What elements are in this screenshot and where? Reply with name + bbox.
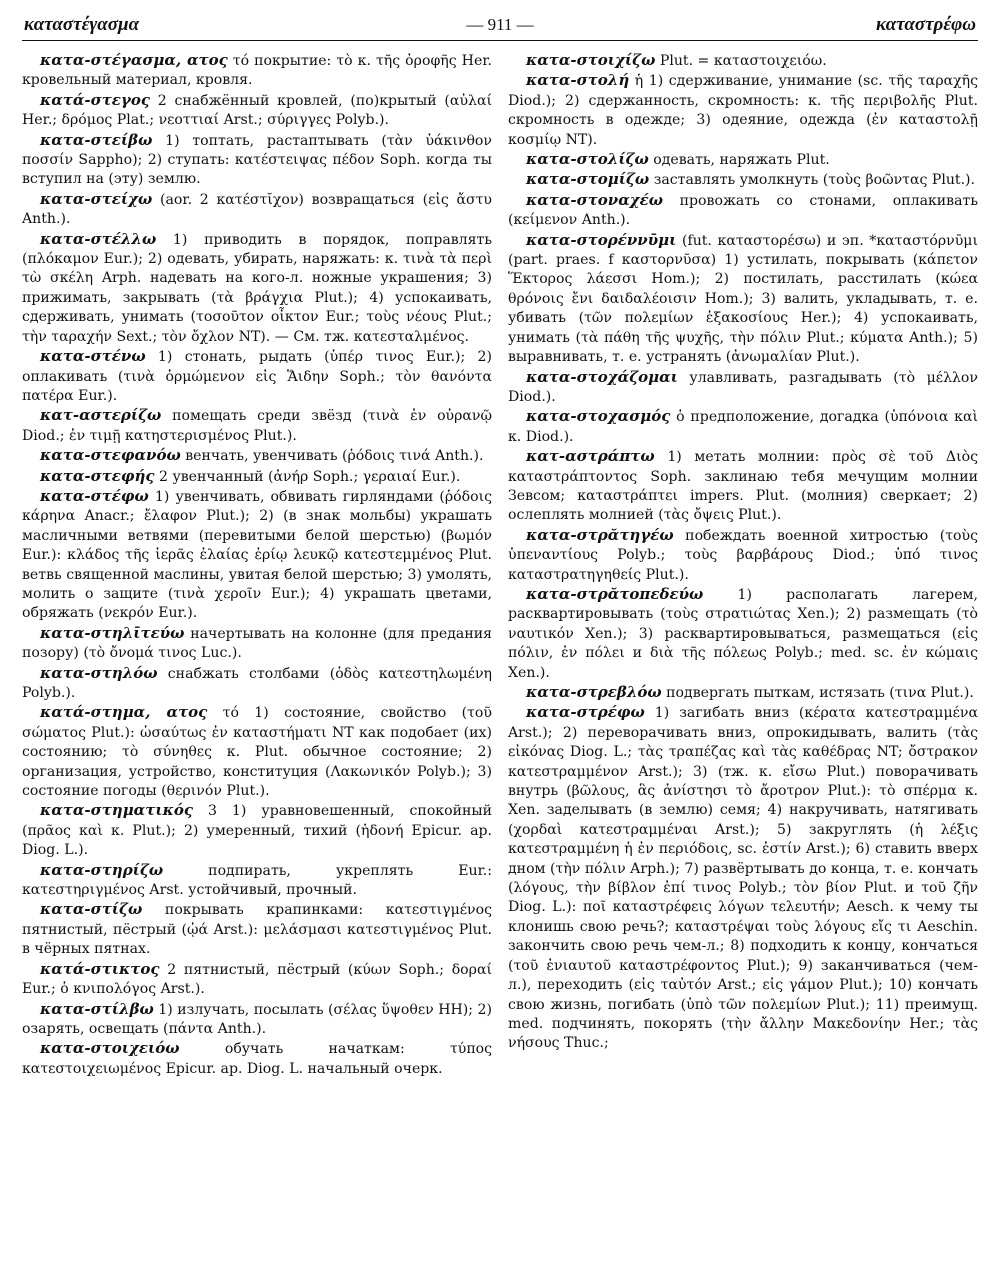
dictionary-entry (508, 447, 978, 526)
entry-headword: κατα-στοναχέω (526, 190, 664, 209)
entry-definition: заставлять умолкнуть (τοὺς βοῶντας Plut.). (649, 172, 976, 189)
header-right-guideword: καταστρέφω (875, 14, 976, 35)
dictionary-entry (22, 467, 492, 487)
page-columns (22, 51, 978, 1079)
entry-headword: κατα-στοιχειόω (40, 1039, 180, 1058)
entry-headword: κατα-στολίζω (526, 150, 649, 169)
entry-definition: τό покрытие: τὸ κ. τῆς ὀροφῆς Her. кровельный материал, кровля. (22, 53, 492, 89)
entry-headword: κατα-στοχάζομαι (526, 367, 678, 386)
entry-headword: κατ-αστράπτω (526, 447, 655, 466)
entry-definition: начертывать на колонне (для предания позору) (τὸ ὄνομά τινος Luc.). (22, 625, 492, 662)
entry-definition: 2 пятнистый, пёстрый (κύων Soph.; δοραί Eur.; ὁ κνιπολόγος Arst.). (22, 961, 492, 998)
dictionary-entry (22, 801, 492, 860)
dictionary-entry (22, 347, 492, 406)
dictionary-entry (22, 230, 492, 347)
right-column (508, 51, 978, 1079)
entry-headword: κατα-στρᾰτοπεδεύω (526, 584, 704, 603)
entry-definition: побеждать военной хитростью (τοὺς ὑπεναντίους Polyb.; τοὺς βαρβάρους Diod.; ὑπό τινος καταστρατηγηθείς Plut.). (508, 527, 978, 583)
dictionary-entry (508, 231, 978, 368)
entry-definition: 1) топтать, растаптывать (τὰν ὑάκινθον ποσσίν Sappho); 2) ступать: κατέστειψας πέδον Soph. когда ты вступил на (эту) землю. (22, 132, 492, 188)
entry-definition: венчать, увенчивать (ῥόδοις τινά Anth.). (180, 448, 484, 465)
entry-definition: 1) увенчивать, обвивать гирляндами (ῥόδοις κάρηνα Anacr.; ἔλαφον Plut.); 2) (в знак мольбы) украшать масличными ветвями (перевитыми белой шерстью) (βωμόν Eur.): κλάδος τῆς ἱερᾶς ἐλαίας ἐρίῳ λευκῷ κατεστεμμένος Plut. ветвь священной маслины, увитая белой шерстью; 3) умолять, молить о защите (τινὰ χεροῖν Eur.); 4) украшать цветами, обряжать (νεκρόν Eur.). (22, 488, 492, 622)
entry-definition: подпирать, укреплять Eur.: κατεστηριγμένος Arst. устойчивый, прочный. (22, 862, 492, 899)
entry-definition: 1) излучать, посылать (σέλας ὕψοθεν HH); 2) озарять, освещать (πάντα Anth.). (22, 1001, 492, 1037)
entry-definition: одевать, наряжать Plut. (648, 152, 830, 169)
entry-headword: κατα-στέλλω (40, 229, 157, 248)
dictionary-entry (22, 446, 492, 466)
dictionary-entry (22, 1039, 492, 1079)
entry-headword: κατα-στοιχίζω (526, 51, 656, 69)
dictionary-entry (22, 190, 492, 230)
page-number: — 911 — (466, 15, 534, 34)
dictionary-entry (508, 526, 978, 585)
dictionary-entry (22, 91, 492, 131)
entry-headword: κατα-στηματικός (40, 801, 193, 820)
entry-definition: помещать среди звёзд (τινὰ ἐν οὐρανῷ Diod.; ἐν τιμῇ κατηστερισμένος Plut.). (22, 408, 492, 444)
dictionary-entry (22, 664, 492, 704)
entry-definition: 1) загибать вниз (κέρατα κατεστραμμένα Arst.); 2) переворачивать вниз, опрокидывать, валить (τὰς εἰκόνας Diog. L.; τὰς τραπέζας καὶ τὰς καθέδρας NT; ὄστρακον κατεστραμμένον Arst.); 3) (тж. κ. εἴσω Plut.) поворачивать внутрь (βῶλους, ἃς ἀνίστησι τὸ ἄροτρον Plut.): τὸ σπέρμα κ. Xen. заделывать (в землю) семя; 4) накручивать, натягивать (χορδαὶ κατεστραμμέναι Arst.); 5) закруглять (ἡ λέξις κατεστραμμένη ἡ ἐν περιόδοις, sc. ἐστίν Arst.); 6) ставить вверх дном (τὴν πόλιν Arph.); 7) развёртывать до конца, т. е. кончать (λόγους, τὴν βίβλον ἐπί τινος Polyb.; τὸν βίον Plut. и τοῦ ζῆν Diog. L.): ποῖ καταστρέφεις λόγων τελευτήν; Aesch. к чему ты клонишь свою речь?; καταστρέψαι τοὺς λόγους εἴς τι Aeschin. закончить свою речь чем-л.; 8) подходить к концу, кончаться (τοῦ ἐνιαυτοῦ καταστρέφοντος Plut.); 9) заканчиваться (чем-л.), переходить (εἰς ταὐτόν Arst.; εἰς γάμον Plut.); 10) кончать свою жизнь, погибать (ὑπὸ τῶν πολεμίων Plut.); 11) преимущ. med. подчинять, покорять (τὴν ἄλλην Μακεδονίην Her.; τὰς νήσους Thuc.; (508, 705, 978, 1052)
dictionary-entry (22, 406, 492, 446)
entry-headword: κατα-στίζω (40, 900, 143, 919)
entry-definition: 2 увенчанный (ἀνήρ Soph.; γεραιαί Eur.). (154, 468, 461, 485)
entry-headword: κατά-στεγος (40, 90, 150, 109)
entry-headword: κατα-στεφής (40, 466, 155, 485)
entry-headword: κατα-στομίζω (526, 170, 650, 189)
dictionary-entry (22, 900, 492, 959)
dictionary-entry (22, 624, 492, 664)
dictionary-entry (508, 150, 978, 170)
entry-definition: (fut. καταστορέσω) и эп. *καταστόρνῡμι (part. praes. f καστορνῦσα) 1) устилать, покрывать (κάπετον Ἕκτορος λάεσσι Hom.); 2) постилать, расстилать (κώεα θρόνοις ἔνι δαιδαλέοισιν Hom.); 3) валить, укладывать, т. е. убивать (τῶν πολεμίων ἑξακοσίους Her.); 4) успокаивать, унимать (τὰ πάθη τῆς ψυχῆς, τὴν πόλιν Plut.; κύματα Anth.); 5) выравнивать, т. е. устранять (ἀνωμαλίαν Plut.). (508, 232, 978, 366)
entry-headword: κατά-στικτος (40, 959, 160, 978)
entry-headword: κατα-στηρίζω (40, 860, 164, 879)
entry-headword: κατα-στηλόω (40, 663, 158, 682)
dictionary-entry (508, 585, 978, 683)
entry-definition: 1) приводить в порядок, поправлять (πλόκαμον Eur.); 2) одевать, убирать, наряжать: κ. τινὰ τὰ περὶ τὼ σκέλη Arph. надевать на кого-л. ножные украшения; 3) прижимать, закрывать (τὰ βράγχια Plut.); 4) успокаивать, сдерживать, унимать (τοσοῦτον οἶκτον Eur.; τοὺς νέους Plut.; τὴν ταραχήν Sext.; τὸν ὄχλον NT). — См. тж. κατεσταλμένος. (22, 231, 492, 345)
entry-definition: ἡ 1) сдерживание, унимание (sc. τῆς ταραχῆς Diod.); 2) сдержанность, скромность: κ. τῆς περιβολῆς Plut. скромность в одежде; 3) одеяние, одежда (ἐν καταστολῇ κοσμίῳ NT). (508, 73, 978, 148)
dictionary-entry (22, 1000, 492, 1040)
dictionary-entry (22, 131, 492, 190)
page-header (22, 14, 978, 41)
entry-definition: 3 1) уравновешенный, спокойный (πρᾶος καὶ κ. Plut.); 2) умеренный, тихий (ἡδονή Epicur. ap. Diog. L.). (22, 803, 492, 859)
entry-definition: провожать со стонами, оплакивать (κείμενον Anth.). (508, 192, 978, 229)
dictionary-entry (508, 368, 978, 408)
entry-headword: κατα-στείχω (40, 189, 153, 208)
entry-headword: κατα-στένω (40, 347, 146, 366)
entry-definition: (aor. 2 κατέστῐχον) возвращаться (εἰς ἄστυ Anth.). (22, 191, 492, 228)
entry-headword: κατα-στρᾰτηγέω (526, 525, 674, 544)
dictionary-entry (508, 170, 978, 190)
entry-headword: κατα-στίλβω (40, 999, 154, 1018)
entry-headword: κατα-στοχασμός (526, 407, 671, 426)
entry-definition: τό 1) состояние, свойство (τοῦ σώματος Plut.): ὡσαύτως ἐν καταστήματι NT как подобает (их) состоянию; τὸ σύνηθες κ. Plut. обычное состояние; 2) организация, устройство, конституция (Λακωνικόν Polyb.); 3) состояние погоды (θερινόν Plut.). (22, 705, 492, 800)
entry-definition: покрывать крапинками: κατεστιγμένος пятнистый, пёстрый (ᾠά Arst.): μελάσμασι κατεστιγμένος Plut. в чёрных пятнах. (22, 902, 492, 958)
entry-headword: κατα-στεφανόω (40, 446, 181, 465)
dictionary-entry (508, 703, 978, 1053)
entry-headword: κατά-στημα, ατος (40, 703, 208, 722)
entry-definition: снабжать столбами (ὁδὸς κατεστηλωμένη Polyb.). (22, 665, 492, 701)
dictionary-entry (22, 703, 492, 801)
entry-headword: κατα-στολή (526, 71, 630, 90)
left-column (22, 51, 492, 1079)
entry-definition: подвергать пыткам, истязать (τινα Plut.). (661, 685, 974, 701)
entry-headword: κατα-στορέννῡμι (526, 230, 677, 249)
entry-definition: улавливать, разгадывать (τὸ μέλλον Diod.). (508, 369, 978, 405)
entry-definition: 1) стонать, рыдать (ὑπέρ τινος Eur.); 2) оплакивать (τινὰ ὁρμώμενον εἰς Ἅιδην Soph.; τὸν θανόντα πατέρα Eur.). (22, 349, 492, 404)
entry-definition: ὁ предположение, догадка (ὑπόνοια καὶ κ. Diod.). (508, 409, 978, 445)
dictionary-entry (508, 407, 978, 447)
entry-headword: κατα-στρέφω (526, 703, 645, 722)
entry-headword: κατα-στέγασμα, ατος (40, 51, 228, 69)
entry-definition: обучать начаткам: τύπος κατεστοιχειωμένος Epicur. ap. Diog. L. начальный очерк. (22, 1041, 492, 1077)
entry-headword: κατα-στρεβλόω (526, 683, 662, 701)
entry-definition: 1) метать молнии: πρὸς σὲ τοῦ Διὸς καταστράπτοντος Soph. заклинаю тебя мечущим молнии Зевсом; καταστράπτει impers. Plut. (молния) сверкает; 2) ослеплять молнией (τὰς ὄψεις Plut.). (508, 449, 978, 524)
entry-headword: κατα-στείβω (40, 130, 153, 149)
header-left-guideword: καταστέγασμα (24, 14, 140, 35)
entry-headword: κατα-στηλῑτεύω (40, 623, 185, 642)
entry-definition: 2 снабжённый кровлей, (по)крытый (αὐλαί Her.; δρόμος Plat.; νεοττιαί Arst.; σύριγγες Polyb.). (22, 92, 492, 129)
dictionary-entry (508, 71, 978, 150)
dictionary-entry (508, 191, 978, 231)
dictionary-entry (22, 861, 492, 901)
dictionary-entry (22, 487, 492, 624)
entry-definition: 1) располагать лагерем, расквартировывать (τοὺς στρατιώτας Xen.); 2) размещать (τὸ ναυτικόν Xen.); 3) расквартировываться, размещаться (εἰς πόλιν, ἐν πόλει и διὰ τῆς πόλεως Polyb.; med. sc. ἐν κώμαις Xen.). (508, 586, 978, 681)
entry-headword: κατ-αστερίζω (40, 406, 162, 425)
entry-definition: Plut. = καταστοιχειόω. (655, 53, 827, 69)
dictionary-entry (22, 960, 492, 1000)
entry-headword: κατα-στέφω (40, 486, 149, 505)
dictionary-entry (508, 683, 978, 703)
dictionary-entry (22, 51, 492, 91)
dictionary-entry (508, 51, 978, 71)
